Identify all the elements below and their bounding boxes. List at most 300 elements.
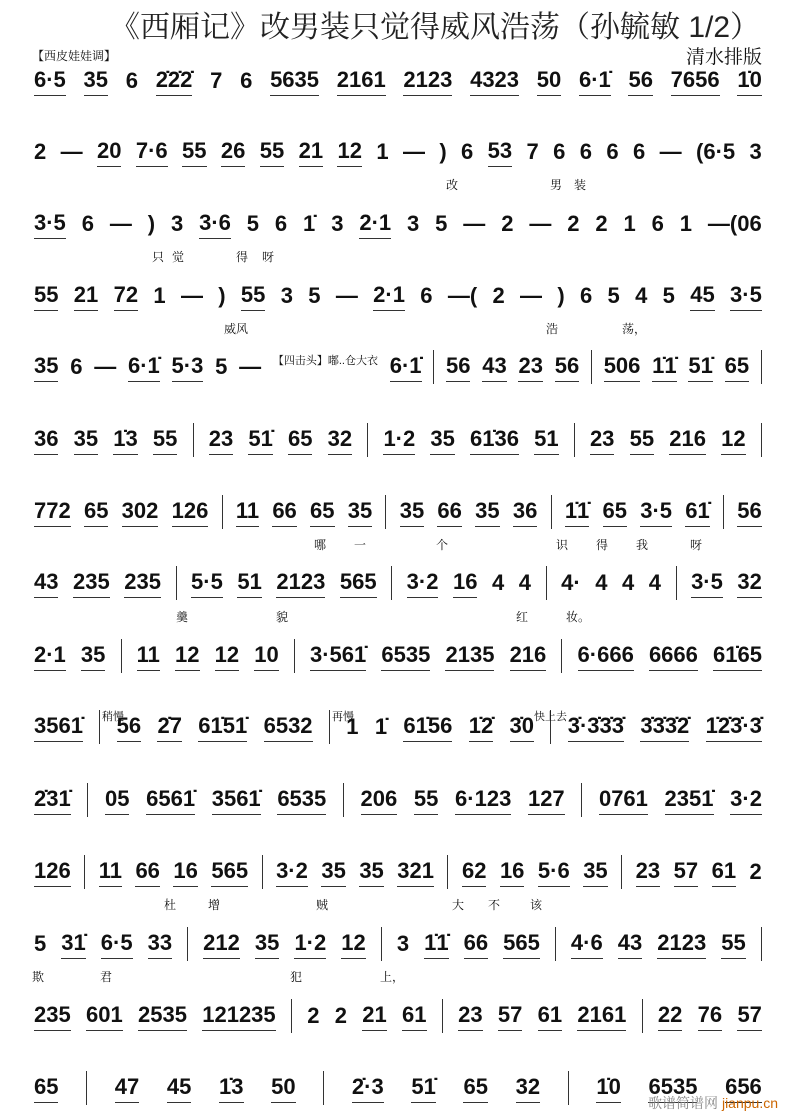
note-group: 6·1̇ bbox=[579, 67, 611, 96]
barline bbox=[676, 566, 677, 600]
note-group: 3·2 bbox=[276, 858, 308, 887]
barline bbox=[391, 566, 392, 600]
lyric: 呀 bbox=[690, 538, 703, 552]
note-group: 1̇3 bbox=[113, 426, 137, 455]
note-group: 12 bbox=[215, 642, 239, 671]
note-group: 6 bbox=[606, 139, 619, 164]
note-group: 55 bbox=[630, 426, 654, 455]
note-group: 5 bbox=[607, 283, 620, 308]
note-group: 4 bbox=[635, 283, 648, 308]
note-group: 6 bbox=[125, 68, 138, 93]
note-group: 127 bbox=[528, 786, 565, 815]
score-line bbox=[34, 857, 762, 887]
note-group: 216 bbox=[510, 642, 547, 671]
note-group: 302 bbox=[122, 498, 159, 527]
note-group: 5 bbox=[308, 283, 321, 308]
barline bbox=[381, 927, 382, 961]
note-group: 32 bbox=[328, 426, 352, 455]
note-group: 1·2 bbox=[294, 930, 326, 959]
note-group: 3·5 bbox=[34, 210, 66, 239]
note-group: 47 bbox=[115, 1074, 139, 1103]
barline bbox=[555, 927, 556, 961]
note-group: 66 bbox=[272, 498, 296, 527]
note-group: 2 bbox=[307, 1003, 320, 1028]
note-group: — bbox=[109, 211, 132, 236]
barline bbox=[222, 495, 223, 529]
lyric: 一 bbox=[354, 538, 367, 552]
score-line bbox=[34, 281, 762, 311]
note-group: 2̇·3 bbox=[352, 1074, 384, 1103]
note-group: 76 bbox=[698, 1002, 722, 1031]
barline bbox=[723, 495, 724, 529]
score-line bbox=[34, 712, 762, 742]
note-group: 72 bbox=[114, 282, 138, 311]
note-group: 2 bbox=[34, 139, 47, 164]
barline bbox=[187, 927, 188, 961]
note-group: 56 bbox=[117, 713, 141, 742]
note-group: 1̇1̇ bbox=[565, 498, 589, 527]
note-group: 2·1 bbox=[373, 282, 405, 311]
barline bbox=[621, 855, 622, 889]
note-group: 0761 bbox=[599, 786, 648, 815]
note-group: 35 bbox=[430, 426, 454, 455]
note-group: 3 bbox=[170, 211, 184, 236]
note-group: 5635 bbox=[270, 67, 319, 96]
barline bbox=[121, 639, 122, 673]
note-group: 6535 bbox=[277, 786, 326, 815]
note-group: 66 bbox=[437, 498, 461, 527]
note-group: 55 bbox=[414, 786, 438, 815]
note-group: 2161 bbox=[337, 67, 386, 96]
note-group: 2 bbox=[501, 211, 514, 236]
percussion-cue: 【四击头】嘟..仓大衣 bbox=[272, 355, 378, 367]
tempo-marking: 快上去 bbox=[534, 711, 567, 723]
note-group: 5 bbox=[662, 283, 675, 308]
note-group: ) bbox=[439, 139, 447, 164]
lyric: 贼 bbox=[316, 898, 329, 912]
note-group: 12 bbox=[341, 930, 365, 959]
note-group: 66 bbox=[464, 930, 488, 959]
note-group: 2 bbox=[567, 211, 580, 236]
note-group: 55 bbox=[241, 282, 265, 311]
note-group: 2351̇ bbox=[665, 786, 714, 815]
note-group: 31̇ bbox=[61, 930, 85, 959]
note-group: 4 bbox=[518, 570, 532, 595]
note-group: 772 bbox=[34, 498, 71, 527]
note-group: 6666 bbox=[649, 642, 698, 671]
note-group: 21 bbox=[362, 1002, 386, 1031]
score-line bbox=[34, 785, 762, 815]
note-group: 2123 bbox=[403, 67, 452, 96]
barline bbox=[193, 423, 194, 457]
note-group: 6·1̇ bbox=[128, 353, 160, 382]
note-group: 4· bbox=[561, 570, 581, 595]
note-group: 57 bbox=[498, 1002, 522, 1031]
note-group: 45 bbox=[167, 1074, 191, 1103]
note-group: 26 bbox=[221, 138, 245, 167]
note-group: 50 bbox=[271, 1074, 295, 1103]
note-group: 1̇ bbox=[374, 714, 388, 739]
note-group: 22 bbox=[658, 1002, 682, 1031]
note-group: 206 bbox=[361, 786, 398, 815]
note-group: 2̇2̇2̇ bbox=[156, 67, 193, 96]
note-group: 2161 bbox=[577, 1002, 626, 1031]
note-group: 56 bbox=[737, 498, 761, 527]
lyric: 大 bbox=[452, 898, 465, 912]
note-group: 321 bbox=[397, 858, 434, 887]
lyric: 欺 bbox=[32, 970, 45, 984]
note-group: 212 bbox=[203, 930, 240, 959]
lyric: 妆。 bbox=[566, 610, 591, 624]
note-group: 1·2 bbox=[383, 426, 415, 455]
note-group: 235 bbox=[124, 569, 161, 598]
barline bbox=[291, 999, 292, 1033]
score-line bbox=[34, 137, 762, 167]
note-group: 3·5 bbox=[730, 282, 762, 311]
barline bbox=[367, 423, 368, 457]
note-group: 1̇3 bbox=[219, 1074, 243, 1103]
note-group: 6 bbox=[579, 283, 593, 308]
score-line bbox=[34, 568, 762, 598]
lyric: 貌 bbox=[276, 610, 289, 624]
note-group: —( bbox=[447, 283, 478, 308]
barline bbox=[761, 927, 762, 961]
note-group: 43 bbox=[618, 930, 642, 959]
barline bbox=[561, 639, 562, 673]
barline bbox=[86, 1071, 87, 1105]
note-group: 1̇1̇ bbox=[652, 353, 676, 382]
score-line bbox=[34, 497, 762, 527]
lyric: 浩 bbox=[546, 322, 559, 336]
note-group: 565 bbox=[503, 930, 540, 959]
note-group: 12 bbox=[175, 642, 199, 671]
note-group: 6 bbox=[579, 139, 593, 164]
note-group: 126 bbox=[172, 498, 209, 527]
lyric: 增 bbox=[208, 898, 221, 912]
watermark bbox=[648, 1093, 778, 1113]
barline bbox=[262, 855, 263, 889]
note-group: 4 bbox=[595, 570, 608, 595]
note-group: 51 bbox=[237, 569, 261, 598]
note-group: — bbox=[60, 139, 83, 164]
note-group: 61̇56 bbox=[403, 713, 452, 742]
note-group: 3 bbox=[407, 211, 420, 236]
note-group: 3·2 bbox=[407, 569, 439, 598]
score-line bbox=[34, 352, 762, 382]
note-group: 6 bbox=[420, 283, 433, 308]
note-group: 7656 bbox=[671, 67, 720, 96]
note-group: 55 bbox=[34, 282, 58, 311]
note-group: 3̇0 bbox=[510, 713, 534, 742]
note-group: 5·6 bbox=[538, 858, 570, 887]
note-group: 3 bbox=[749, 139, 762, 164]
note-group: 35 bbox=[321, 858, 345, 887]
barline bbox=[761, 423, 762, 457]
note-group: 62 bbox=[462, 858, 486, 887]
note-group: ) bbox=[147, 211, 156, 236]
note-group: 6535 bbox=[381, 642, 430, 671]
note-group: 3·5 bbox=[640, 498, 672, 527]
note-group: 56 bbox=[555, 353, 579, 382]
note-group: 1 bbox=[346, 714, 359, 739]
note-group: 35 bbox=[400, 498, 424, 527]
note-group: 20 bbox=[97, 138, 121, 167]
score-title: 《西厢记》改男装只觉得威风浩荡（孙毓敏 1/2） bbox=[110, 11, 761, 44]
note-group: 55 bbox=[153, 426, 177, 455]
note-group: 4 bbox=[621, 570, 635, 595]
lyric: 得呀 bbox=[236, 250, 289, 264]
note-group: 50 bbox=[537, 67, 561, 96]
note-group: 1̇1̇ bbox=[424, 930, 448, 959]
note-group: 1̇2̇ bbox=[469, 713, 493, 742]
note-group: 6 bbox=[633, 139, 646, 164]
note-group: 61 bbox=[538, 1002, 562, 1031]
note-group: 51̇ bbox=[688, 353, 712, 382]
lyric: 犯 bbox=[290, 970, 303, 984]
note-group: 1 bbox=[153, 283, 166, 308]
note-group: 6 bbox=[81, 211, 94, 236]
lyric: 改 bbox=[446, 178, 459, 192]
note-group: 55 bbox=[182, 138, 206, 167]
lyric: 我 bbox=[636, 538, 649, 552]
note-group: 61 bbox=[712, 858, 736, 887]
note-group: 35 bbox=[255, 930, 279, 959]
note-group: 23 bbox=[636, 858, 660, 887]
tempo-marking: 再慢 bbox=[332, 711, 354, 723]
barline bbox=[323, 1071, 324, 1105]
note-group: (6·5 bbox=[696, 139, 736, 164]
note-group: 6·1̇ bbox=[390, 353, 422, 382]
barline bbox=[87, 783, 88, 817]
note-group: 3·6 bbox=[199, 210, 231, 239]
note-group: 61̇65 bbox=[713, 642, 762, 671]
note-group: 3 bbox=[331, 211, 344, 236]
tempo-marking: 稍慢 bbox=[102, 711, 124, 723]
note-group: 56 bbox=[446, 353, 470, 382]
arranger-credit: 清水排版 bbox=[685, 47, 762, 68]
note-group: 2 bbox=[749, 859, 762, 884]
note-group: 35 bbox=[81, 642, 105, 671]
barline bbox=[546, 566, 547, 600]
barline bbox=[642, 999, 643, 1033]
note-group: 11 bbox=[137, 642, 160, 671]
note-group: 57 bbox=[674, 858, 698, 887]
note-group: 6 bbox=[461, 139, 474, 164]
note-group: 2 bbox=[492, 283, 505, 308]
note-group: 35 bbox=[84, 67, 108, 96]
note-group: 61̇51̇ bbox=[198, 713, 247, 742]
note-group: 43 bbox=[482, 353, 506, 382]
barline bbox=[581, 783, 582, 817]
note-group: 1̇ bbox=[303, 211, 316, 236]
note-group: 235 bbox=[73, 569, 110, 598]
note-group: 16 bbox=[173, 858, 197, 887]
note-group: 2·1 bbox=[359, 210, 391, 239]
note-group: 16 bbox=[500, 858, 524, 887]
note-group: 66 bbox=[135, 858, 159, 887]
note-group: 565 bbox=[340, 569, 377, 598]
note-group: 6 bbox=[651, 211, 664, 236]
note-group: 36 bbox=[513, 498, 537, 527]
note-group: 216 bbox=[669, 426, 706, 455]
note-group: 3 bbox=[396, 931, 410, 956]
note-group: 5·3 bbox=[172, 353, 204, 382]
section-label: 【西皮娃娃调】 bbox=[32, 49, 117, 63]
barline bbox=[568, 1071, 569, 1105]
lyric: 得 bbox=[596, 538, 609, 552]
note-group: 7 bbox=[210, 68, 223, 93]
lyric: 荡， bbox=[622, 322, 647, 336]
barline bbox=[84, 855, 85, 889]
note-group: —(06 bbox=[707, 211, 762, 236]
note-group: 3·5 bbox=[691, 569, 723, 598]
note-group: 35 bbox=[348, 498, 372, 527]
note-group: ) bbox=[557, 283, 565, 308]
note-group: 2135 bbox=[445, 642, 494, 671]
note-group: 5 bbox=[435, 211, 448, 236]
score-line bbox=[34, 1001, 762, 1031]
note-group: — bbox=[659, 139, 682, 164]
note-group: — bbox=[529, 211, 552, 236]
note-group: 6 bbox=[553, 139, 566, 164]
note-group: 3 bbox=[280, 283, 293, 308]
lyric: 杜 bbox=[164, 898, 177, 912]
note-group: 23 bbox=[590, 426, 614, 455]
lyric: 个 bbox=[436, 538, 449, 552]
note-group: 121235 bbox=[202, 1002, 275, 1031]
note-group: 6535 bbox=[648, 1074, 697, 1103]
note-group: 4323 bbox=[470, 67, 519, 96]
note-group: 21 bbox=[299, 138, 323, 167]
note-group: 10 bbox=[254, 642, 278, 671]
score-line bbox=[34, 929, 762, 959]
note-group: — bbox=[463, 211, 486, 236]
note-group: 7 bbox=[526, 139, 539, 164]
lyric: 该 bbox=[530, 898, 543, 912]
watermark-cn: 歌谱简谱网 bbox=[648, 1095, 719, 1111]
note-group: — bbox=[520, 283, 543, 308]
note-group: 45 bbox=[690, 282, 714, 311]
note-group: 23 bbox=[209, 426, 233, 455]
note-group: 35 bbox=[583, 858, 607, 887]
note-group: 1̇0 bbox=[737, 67, 761, 96]
note-group: 3̇·3̇3̇3̇ bbox=[568, 713, 624, 742]
barline bbox=[385, 495, 386, 529]
barline bbox=[329, 710, 330, 744]
note-group: 2·1 bbox=[34, 642, 66, 671]
note-group: 65 bbox=[463, 1074, 487, 1103]
note-group: 2̇31̇ bbox=[34, 786, 71, 815]
note-group: 65 bbox=[310, 498, 334, 527]
note-group: 23 bbox=[458, 1002, 482, 1031]
note-group: 6·123 bbox=[455, 786, 511, 815]
note-group: 32 bbox=[737, 569, 761, 598]
note-group: 2535 bbox=[138, 1002, 187, 1031]
note-group: 6 bbox=[70, 354, 83, 379]
lyric: 君 bbox=[100, 970, 113, 984]
note-group: 235 bbox=[34, 1002, 71, 1031]
note-group: 53 bbox=[488, 138, 512, 167]
lyric: 不 bbox=[488, 898, 501, 912]
note-group: 5·5 bbox=[191, 569, 223, 598]
note-group: 3·561̇ bbox=[310, 642, 366, 671]
note-group: 35 bbox=[475, 498, 499, 527]
barline bbox=[574, 423, 575, 457]
note-group: 65 bbox=[725, 353, 749, 382]
barline bbox=[551, 495, 552, 529]
note-group: 57 bbox=[737, 1002, 761, 1031]
score-line bbox=[34, 66, 762, 96]
lyric: 男装 bbox=[550, 178, 599, 192]
note-group: 35 bbox=[359, 858, 383, 887]
note-group: 51 bbox=[534, 426, 558, 455]
lyric: 羹 bbox=[176, 610, 189, 624]
note-group: — bbox=[335, 283, 358, 308]
note-group: 43 bbox=[34, 569, 58, 598]
barline bbox=[433, 350, 434, 384]
note-group: 1 bbox=[679, 211, 693, 236]
barline bbox=[761, 350, 762, 384]
lyric: 威风 bbox=[224, 322, 249, 336]
note-group: 1̇2̇3̇·3̇ bbox=[706, 713, 762, 742]
note-group: — bbox=[402, 139, 425, 164]
note-group: 5 bbox=[246, 211, 260, 236]
note-group: 3̇3̇3̇2̇ bbox=[640, 713, 689, 742]
barline bbox=[447, 855, 448, 889]
note-group: 6 bbox=[240, 68, 253, 93]
note-group: 65 bbox=[34, 1074, 58, 1103]
note-group: 3561̇ bbox=[212, 786, 261, 815]
note-group: 2 bbox=[595, 211, 608, 236]
note-group: 1 bbox=[623, 211, 636, 236]
lyric: 只觉 bbox=[152, 250, 193, 264]
lyric: 识 bbox=[556, 538, 569, 552]
score-line bbox=[34, 641, 762, 671]
note-group: 55 bbox=[721, 930, 745, 959]
barline bbox=[343, 783, 344, 817]
note-group: 12 bbox=[721, 426, 745, 455]
note-group: — bbox=[94, 354, 117, 379]
note-group: 61̇ bbox=[685, 498, 709, 527]
note-group: 1̇0 bbox=[596, 1074, 620, 1103]
score-line bbox=[34, 425, 762, 455]
note-group: 35 bbox=[74, 426, 98, 455]
note-group: 21 bbox=[74, 282, 98, 311]
note-group: 7·6 bbox=[136, 138, 168, 167]
note-group: 65 bbox=[603, 498, 627, 527]
note-group: 51̇ bbox=[411, 1074, 435, 1103]
note-group: 1 bbox=[376, 139, 389, 164]
barline bbox=[591, 350, 592, 384]
note-group: 23 bbox=[518, 353, 542, 382]
note-group: 11 bbox=[99, 858, 122, 887]
barline bbox=[99, 710, 100, 744]
note-group: 51̇ bbox=[248, 426, 272, 455]
note-group: 2̇7 bbox=[157, 713, 181, 742]
note-group: 5 bbox=[34, 931, 47, 956]
note-group: 32 bbox=[516, 1074, 540, 1103]
note-group: 2123 bbox=[657, 930, 706, 959]
note-group: 4 bbox=[648, 570, 661, 595]
note-group: 3561̇ bbox=[34, 713, 83, 742]
note-group: 33 bbox=[148, 930, 172, 959]
lyric: 上， bbox=[380, 970, 405, 984]
note-group: 506 bbox=[604, 353, 641, 382]
note-group: 11 bbox=[236, 498, 259, 527]
score-line bbox=[34, 209, 762, 239]
note-group: 36 bbox=[34, 426, 58, 455]
note-group: 65 bbox=[84, 498, 108, 527]
